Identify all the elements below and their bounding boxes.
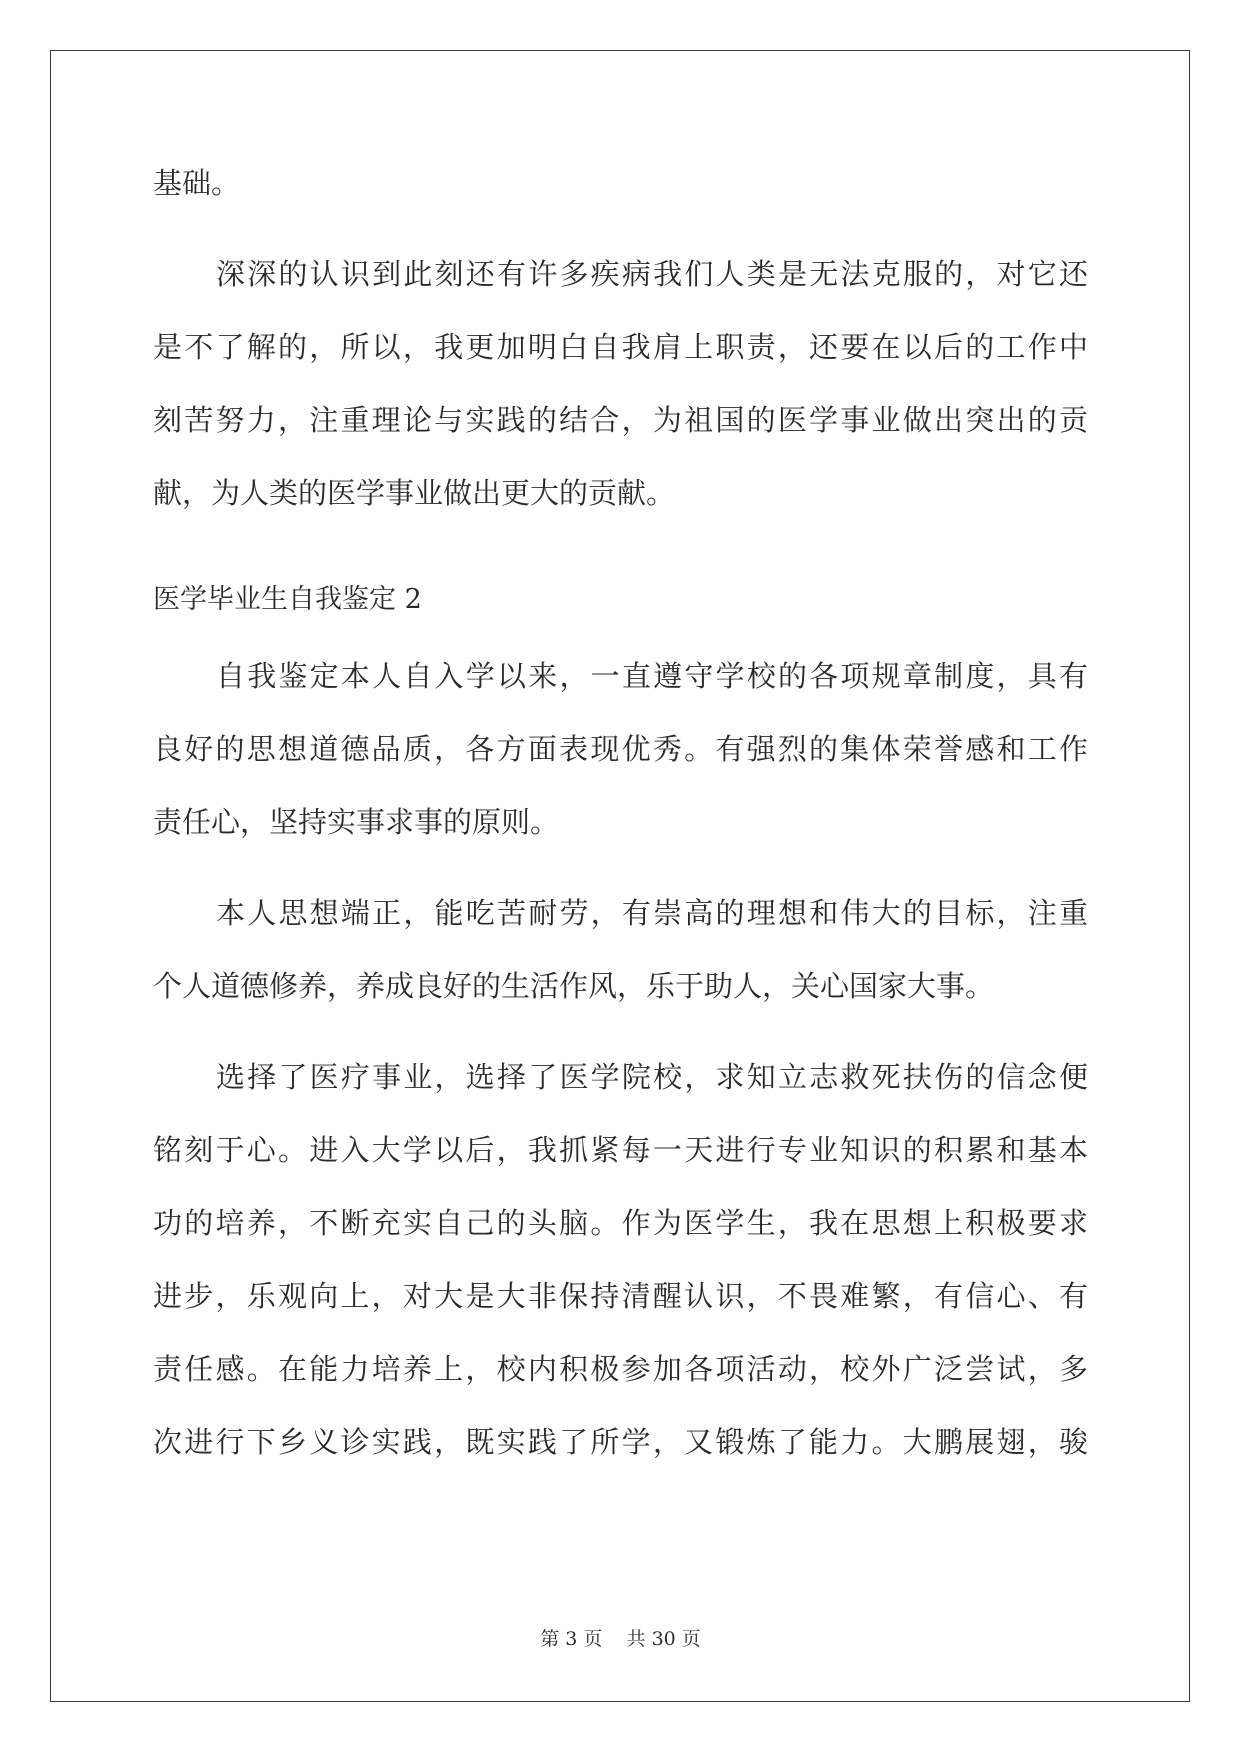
paragraph-line: 良好的思想道德品质，各方面表现优秀。有强烈的集体荣誉感和工作: [153, 732, 1088, 766]
paragraph-line: 刻苦努力，注重理论与实践的结合，为祖国的医学事业做出突出的贡: [153, 403, 1088, 437]
paragraph-first-line: 本人思想端正，能吃苦耐劳，有崇高的理想和伟大的目标，注重: [216, 896, 1088, 930]
text-line-continuation: 基础。: [153, 166, 241, 200]
paragraph-line: 次进行下乡义诊实践，既实践了所学，又锻炼了能力。大鹏展翅，骏: [153, 1425, 1088, 1459]
section-heading: 医学毕业生自我鉴定 2: [153, 584, 422, 615]
paragraph-first-line: 自我鉴定本人自入学以来，一直遵守学校的各项规章制度，具有: [216, 659, 1088, 693]
paragraph-last-line: 献，为人类的医学事业做出更大的贡献。: [153, 476, 676, 510]
paragraph-line: 进步，乐观向上，对大是大非保持清醒认识，不畏难繁，有信心、有: [153, 1279, 1088, 1313]
paragraph-last-line: 责任心，坚持实事求事的原则。: [153, 805, 560, 839]
paragraph-line: 功的培养，不断充实自己的头脑。作为医学生，我在思想上积极要求: [153, 1206, 1088, 1240]
paragraph-last-line: 个人道德修养，养成良好的生活作风，乐于助人，关心国家大事。: [153, 969, 995, 1003]
paragraph-line: 铭刻于心。进入大学以后，我抓紧每一天进行专业知识的积累和基本: [153, 1133, 1088, 1167]
page-number-footer: 第 3 页 共 30 页: [540, 1628, 701, 1650]
paragraph-first-line: 深深的认识到此刻还有许多疾病我们人类是无法克服的，对它还: [216, 257, 1088, 291]
paragraph-line: 责任感。在能力培养上，校内积极参加各项活动，校外广泛尝试，多: [153, 1352, 1088, 1386]
paragraph-first-line: 选择了医疗事业，选择了医学院校，求知立志救死扶伤的信念便: [216, 1060, 1088, 1094]
paragraph-line: 是不了解的，所以，我更加明白自我肩上职责，还要在以后的工作中: [153, 330, 1088, 364]
